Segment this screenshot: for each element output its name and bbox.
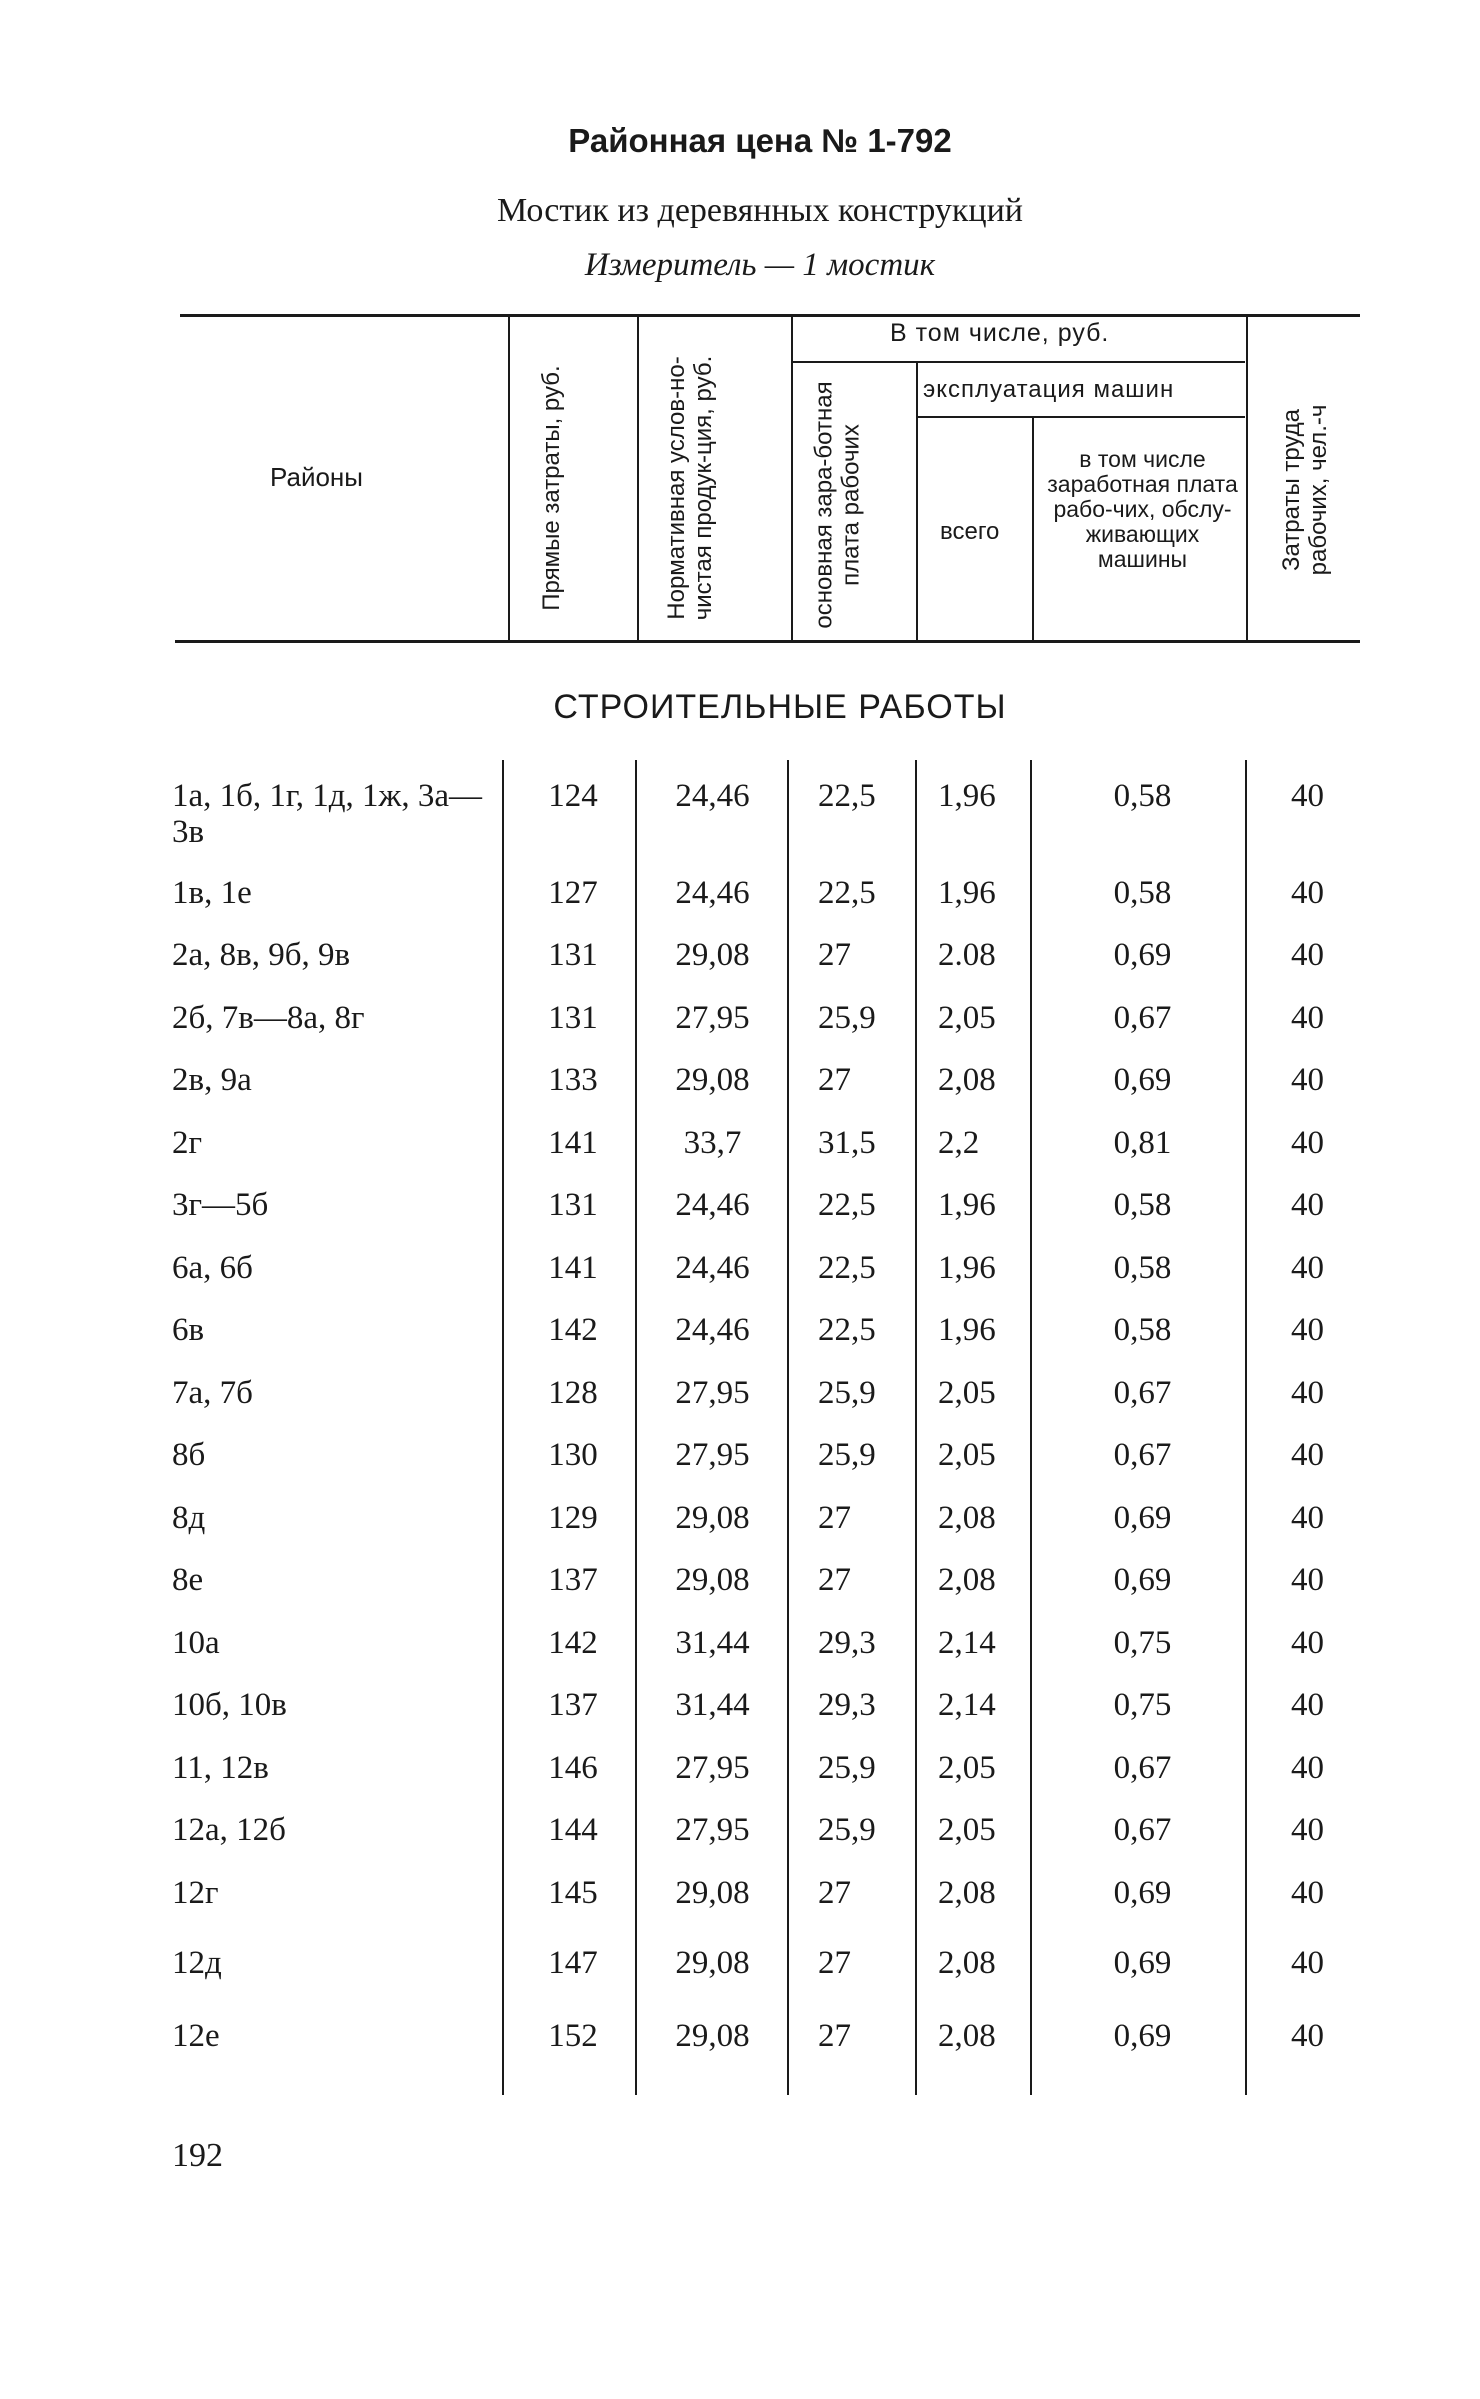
cell-base: 27 bbox=[818, 2018, 851, 2054]
cell-region: 2в, 9а bbox=[172, 1062, 252, 1098]
machines-group-rule bbox=[918, 416, 1245, 418]
cell-wage: 0,69 bbox=[1113, 1945, 1172, 1981]
cell-direct: 137 bbox=[548, 1562, 598, 1598]
cell-wage: 0,75 bbox=[1113, 1687, 1172, 1723]
cell-wage: 0,58 bbox=[1113, 778, 1172, 814]
cell-norm: 27,95 bbox=[675, 1000, 750, 1036]
cell-direct: 128 bbox=[548, 1375, 598, 1411]
cell-total: 2.08 bbox=[938, 937, 996, 973]
cell-base: 25,9 bbox=[818, 1437, 876, 1473]
cell-wage: 0,67 bbox=[1113, 1437, 1172, 1473]
cell-total: 1,96 bbox=[938, 1312, 996, 1348]
header-base-wage bbox=[811, 373, 895, 638]
cell-base: 25,9 bbox=[818, 1375, 876, 1411]
cell-region: 12а, 12б bbox=[172, 1812, 286, 1848]
cell-total: 2,14 bbox=[938, 1625, 996, 1661]
body-vline-5 bbox=[1030, 760, 1032, 2095]
cell-total: 2,05 bbox=[938, 1437, 996, 1473]
cell-direct: 145 bbox=[548, 1875, 598, 1911]
cell-wage: 0,67 bbox=[1113, 1000, 1172, 1036]
cell-total: 1,96 bbox=[938, 1250, 996, 1286]
cell-region: 12г bbox=[172, 1875, 219, 1911]
cell-region: 11, 12в bbox=[172, 1750, 269, 1786]
cell-total: 2,08 bbox=[938, 1875, 996, 1911]
cell-norm: 24,46 bbox=[675, 1312, 750, 1348]
cell-base: 25,9 bbox=[818, 1812, 876, 1848]
measure-unit: Измеритель — 1 мостик bbox=[584, 247, 936, 283]
cell-region: 1а, 1б, 1г, 1д, 1ж, 3а—3в bbox=[172, 778, 482, 850]
cell-labor: 40 bbox=[1291, 1250, 1324, 1286]
cell-labor: 40 bbox=[1291, 1875, 1324, 1911]
cell-base: 22,5 bbox=[818, 1187, 876, 1223]
header-machines-total: всего bbox=[940, 518, 1000, 545]
cell-norm: 29,08 bbox=[675, 1562, 750, 1598]
cell-base: 22,5 bbox=[818, 1250, 876, 1286]
cell-norm: 27,95 bbox=[675, 1812, 750, 1848]
cell-wage: 0,67 bbox=[1113, 1812, 1172, 1848]
cell-region: 2а, 8в, 9б, 9в bbox=[172, 937, 351, 973]
cell-region: 8е bbox=[172, 1562, 204, 1598]
cell-region: 2б, 7в—8а, 8г bbox=[172, 1000, 365, 1036]
header-top-rule bbox=[180, 314, 1360, 317]
cell-total: 2,05 bbox=[938, 1375, 996, 1411]
cell-norm: 24,46 bbox=[675, 875, 750, 911]
cell-labor: 40 bbox=[1291, 1625, 1324, 1661]
header-normative-prod-text: Нормативная услов-но-чистая продук-ция, руб. bbox=[663, 355, 717, 621]
cell-labor: 40 bbox=[1291, 1062, 1324, 1098]
cell-total: 2,08 bbox=[938, 1562, 996, 1598]
cell-region: 8д bbox=[172, 1500, 206, 1536]
cell-wage: 0,69 bbox=[1113, 1062, 1172, 1098]
cell-direct: 130 bbox=[548, 1437, 598, 1473]
cell-wage: 0,69 bbox=[1113, 1562, 1172, 1598]
cell-labor: 40 bbox=[1291, 2018, 1324, 2054]
cell-norm: 27,95 bbox=[675, 1750, 750, 1786]
cell-direct: 142 bbox=[548, 1312, 598, 1348]
cell-labor: 40 bbox=[1291, 1945, 1324, 1981]
header-vline-1 bbox=[508, 316, 510, 640]
cell-direct: 146 bbox=[548, 1750, 598, 1786]
cell-labor: 40 bbox=[1291, 937, 1324, 973]
cell-direct: 124 bbox=[548, 778, 598, 814]
cell-total: 2,2 bbox=[938, 1125, 980, 1161]
cell-wage: 0,69 bbox=[1113, 1500, 1172, 1536]
cell-wage: 0,67 bbox=[1113, 1375, 1172, 1411]
cell-direct: 131 bbox=[548, 1187, 598, 1223]
header-incl-group: В том числе, руб. bbox=[890, 319, 1110, 347]
section-title: СТРОИТЕЛЬНЫЕ РАБОТЫ bbox=[553, 688, 1007, 726]
cell-wage: 0,69 bbox=[1113, 1875, 1172, 1911]
header-base-wage-text: основная зара-ботная плата рабочих bbox=[810, 381, 865, 629]
cell-base: 22,5 bbox=[818, 1312, 876, 1348]
cell-labor: 40 bbox=[1291, 1500, 1324, 1536]
cell-base: 25,9 bbox=[818, 1750, 876, 1786]
cell-norm: 33,7 bbox=[683, 1125, 742, 1161]
cell-labor: 40 bbox=[1291, 778, 1324, 814]
cell-base: 25,9 bbox=[818, 1000, 876, 1036]
page-number: 192 bbox=[172, 2137, 223, 2174]
cell-total: 1,96 bbox=[938, 1187, 996, 1223]
cell-direct: 141 bbox=[548, 1125, 598, 1161]
cell-norm: 29,08 bbox=[675, 1945, 750, 1981]
cell-wage: 0,67 bbox=[1113, 1750, 1172, 1786]
header-normative-prod bbox=[663, 338, 747, 638]
header-bottom-rule bbox=[175, 640, 1360, 643]
cell-total: 2,14 bbox=[938, 1687, 996, 1723]
cell-labor: 40 bbox=[1291, 1687, 1324, 1723]
cell-direct: 147 bbox=[548, 1945, 598, 1981]
cell-base: 27 bbox=[818, 937, 851, 973]
cell-region: 12д bbox=[172, 1945, 222, 1981]
cell-norm: 24,46 bbox=[675, 1187, 750, 1223]
header-vline-6 bbox=[1246, 316, 1248, 640]
header-vline-4 bbox=[916, 362, 918, 640]
cell-wage: 0,58 bbox=[1113, 1187, 1172, 1223]
cell-base: 22,5 bbox=[818, 875, 876, 911]
cell-labor: 40 bbox=[1291, 1750, 1324, 1786]
cell-labor: 40 bbox=[1291, 1812, 1324, 1848]
cell-labor: 40 bbox=[1291, 1375, 1324, 1411]
cell-base: 27 bbox=[818, 1875, 851, 1911]
cell-base: 22,5 bbox=[818, 778, 876, 814]
cell-wage: 0,69 bbox=[1113, 2018, 1172, 2054]
cell-wage: 0,69 bbox=[1113, 937, 1172, 973]
cell-region: 1в, 1е bbox=[172, 875, 252, 911]
cell-total: 2,08 bbox=[938, 1945, 996, 1981]
cell-direct: 127 bbox=[548, 875, 598, 911]
cell-region: 7а, 7б bbox=[172, 1375, 253, 1411]
cell-total: 1,96 bbox=[938, 875, 996, 911]
cell-norm: 29,08 bbox=[675, 1875, 750, 1911]
cell-wage: 0,81 bbox=[1113, 1125, 1172, 1161]
cell-labor: 40 bbox=[1291, 1312, 1324, 1348]
cell-region: 10а bbox=[172, 1625, 220, 1661]
cell-labor: 40 bbox=[1291, 1125, 1324, 1161]
cell-labor: 40 bbox=[1291, 875, 1324, 911]
cell-direct: 152 bbox=[548, 2018, 598, 2054]
cell-total: 2,05 bbox=[938, 1812, 996, 1848]
cell-region: 2г bbox=[172, 1125, 203, 1161]
cell-base: 27 bbox=[818, 1562, 851, 1598]
cell-region: 6в bbox=[172, 1312, 205, 1348]
cell-region: 12е bbox=[172, 2018, 220, 2054]
header-regions: Районы bbox=[270, 462, 363, 492]
cell-norm: 29,08 bbox=[675, 1500, 750, 1536]
cell-wage: 0,75 bbox=[1113, 1625, 1172, 1661]
header-labor bbox=[1278, 360, 1338, 620]
cell-wage: 0,58 bbox=[1113, 875, 1172, 911]
cell-base: 29,3 bbox=[818, 1687, 876, 1723]
cell-total: 2,08 bbox=[938, 1500, 996, 1536]
body-vline-3 bbox=[787, 760, 789, 2095]
cell-wage: 0,58 bbox=[1113, 1312, 1172, 1348]
incl-group-rule bbox=[793, 361, 1245, 363]
cell-total: 1,96 bbox=[938, 778, 996, 814]
cell-norm: 24,46 bbox=[675, 778, 750, 814]
cell-labor: 40 bbox=[1291, 1000, 1324, 1036]
header-machines-group: эксплуатация машин bbox=[923, 376, 1175, 403]
cell-norm: 27,95 bbox=[675, 1375, 750, 1411]
cell-base: 27 bbox=[818, 1500, 851, 1536]
cell-total: 2,05 bbox=[938, 1000, 996, 1036]
header-vline-5 bbox=[1032, 417, 1034, 640]
cell-labor: 40 bbox=[1291, 1437, 1324, 1473]
cell-labor: 40 bbox=[1291, 1187, 1324, 1223]
cell-norm: 29,08 bbox=[675, 2018, 750, 2054]
cell-region: 6а, 6б bbox=[172, 1250, 253, 1286]
page-title: Районная цена № 1-792 bbox=[568, 122, 952, 159]
cell-total: 2,08 bbox=[938, 2018, 996, 2054]
header-direct-costs-text: Прямые затраты, руб. bbox=[538, 365, 565, 611]
cell-norm: 31,44 bbox=[675, 1625, 750, 1661]
header-labor-text: Затраты труда рабочих, чел.-ч bbox=[1278, 404, 1332, 576]
cell-region: 3г—5б bbox=[172, 1187, 269, 1223]
cell-norm: 27,95 bbox=[675, 1437, 750, 1473]
cell-base: 31,5 bbox=[818, 1125, 876, 1161]
cell-base: 27 bbox=[818, 1062, 851, 1098]
header-vline-2 bbox=[637, 316, 639, 640]
cell-direct: 129 bbox=[548, 1500, 598, 1536]
cell-region: 8б bbox=[172, 1437, 206, 1473]
cell-base: 29,3 bbox=[818, 1625, 876, 1661]
cell-wage: 0,58 bbox=[1113, 1250, 1172, 1286]
cell-region: 10б, 10в bbox=[172, 1687, 287, 1723]
header-machines-wage: в том числе заработная плата рабо-чих, обслу-живающих машины bbox=[1047, 446, 1238, 572]
cell-direct: 137 bbox=[548, 1687, 598, 1723]
header-vline-3 bbox=[791, 316, 793, 640]
cell-norm: 29,08 bbox=[675, 937, 750, 973]
cell-direct: 142 bbox=[548, 1625, 598, 1661]
cell-direct: 131 bbox=[548, 1000, 598, 1036]
body-vline-1 bbox=[502, 760, 504, 2095]
body-vline-4 bbox=[915, 760, 917, 2095]
table-subtitle: Мостик из деревянных конструкций bbox=[497, 192, 1023, 229]
cell-direct: 131 bbox=[548, 937, 598, 973]
cell-norm: 29,08 bbox=[675, 1062, 750, 1098]
cell-total: 2,05 bbox=[938, 1750, 996, 1786]
header-direct-costs bbox=[538, 338, 594, 638]
cell-direct: 141 bbox=[548, 1250, 598, 1286]
cell-labor: 40 bbox=[1291, 1562, 1324, 1598]
cell-direct: 133 bbox=[548, 1062, 598, 1098]
cell-total: 2,08 bbox=[938, 1062, 996, 1098]
cell-norm: 24,46 bbox=[675, 1250, 750, 1286]
cell-norm: 31,44 bbox=[675, 1687, 750, 1723]
cell-base: 27 bbox=[818, 1945, 851, 1981]
cell-direct: 144 bbox=[548, 1812, 598, 1848]
